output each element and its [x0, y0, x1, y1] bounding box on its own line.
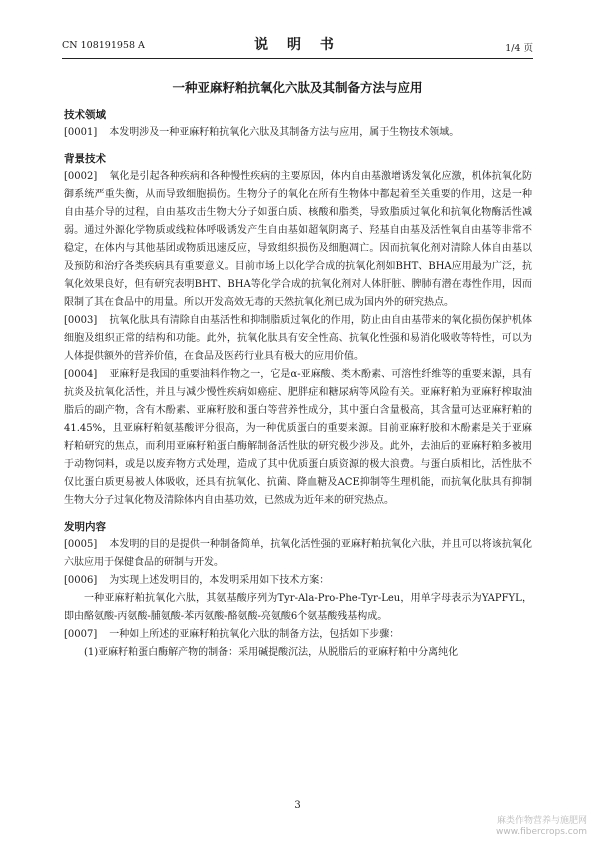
- paragraph-text: 本发明的目的是提供一种制备简单，抗氧化活性强的亚麻籽粕抗氧化六肽，并且可以将该抗氧化六肽应用于保健食品的研制与开发。: [64, 539, 532, 568]
- paragraph-number: [0007]: [64, 629, 98, 640]
- paragraph-text: 亚麻籽是我国的重要油料作物之一，它是α-亚麻酸、类木酚素、可溶性纤维等的重要来源，具有抗炎及抗氧化活性，并且与减少慢性疾病如癌症、肥胖症和糖尿病等风险有关。亚麻籽粕为亚麻籽榨取油脂后的副产物，含有木酚素、亚麻籽胶和蛋白等营养性成分，其中蛋白含量极高，其含量可达亚麻籽粕的41.45%，且亚麻籽粕氨基酸评分很高，为一种优质蛋白的重要来源。目前亚麻籽胶和木酚素是关于亚麻籽粕研究的焦点，而利用亚麻籽粕蛋白酶解制备活性肽的研究极少涉及。此外，去油后的亚麻籽粕多被用于动物饲料，或是以废弃物方式处理，造成了其中优质蛋白质资源的极大浪费。与蛋白质相比，活性肽不仅比蛋白质更易被人体吸收，还具有抗氧化、抗菌、降血糖及ACE抑制等生理机能，而抗氧化肽具有抑制生物大分子过氧化物及清除体内自由基功效，已然成为近年来的研究热点。: [64, 369, 532, 506]
- paragraph-text: 一种如上所述的亚麻籽粕抗氧化六肽的制备方法，包括如下步骤：: [109, 629, 400, 640]
- document-body: [64, 106, 532, 662]
- paragraph-number: [0001]: [64, 127, 98, 138]
- section-heading-content: 发明内容: [64, 521, 106, 533]
- watermark-site-name: 麻类作物营养与施肥网: [496, 816, 587, 826]
- section-heading-background: 背景技术: [64, 153, 106, 165]
- paragraph-0006-continuation: 一种亚麻籽粕抗氧化六肽，其氨基酸序列为Tyr-Ala-Pro-Phe-Tyr-Leu，用单字母表示为YAPFYL，即由酪氨酸-丙氨酸-脯氨酸-苯丙氨酸-酪氨酸-亮氨酸6个氨基酸残基构成。: [64, 593, 532, 622]
- page-header: [62, 28, 533, 58]
- paragraph-number: [0004]: [64, 369, 98, 380]
- paragraph-0007-step-1: (1)亚麻籽粕蛋白酶解产物的制备：采用碱提酸沉法，从脱脂后的亚麻籽粕中分离纯化: [84, 647, 459, 658]
- paragraph-0002: [64, 168, 532, 312]
- paragraph-0005: [64, 536, 532, 572]
- paragraph-text: 抗氧化肽具有清除自由基活性和抑制脂质过氧化的作用，防止由自由基带来的氧化损伤保护机体细胞及组织正常的结构和功能。此外，抗氧化肽具有安全性高、抗氧化性强和易消化吸收等特性，可以为人体提供额外的营养价值，在食品及医药行业具有极大的应用价值。: [64, 315, 532, 362]
- section-heading-tech-field: 技术领域: [64, 109, 106, 121]
- paragraph-0004: [64, 366, 532, 510]
- document-title: 一种亚麻籽粕抗氧化六肽及其制备方法与应用: [172, 80, 423, 95]
- page-info: 1/4 页: [505, 43, 533, 54]
- document-type: 说 明 书: [254, 37, 341, 53]
- paragraph-number: [0003]: [64, 315, 98, 326]
- paragraph-number: [0002]: [64, 171, 98, 182]
- watermark-url: www.fibercrops.com: [496, 827, 587, 837]
- watermark: [496, 816, 587, 838]
- paragraph-0006: [64, 572, 532, 590]
- paragraph-0007: [64, 626, 532, 644]
- paragraph-number: [0006]: [64, 575, 98, 586]
- paragraph-0003: [64, 312, 532, 366]
- paragraph-text: 本发明涉及一种亚麻籽粕抗氧化六肽及其制备方法与应用，属于生物技术领域。: [109, 127, 460, 138]
- paragraph-number: [0005]: [64, 539, 98, 550]
- page-number: 3: [294, 800, 301, 811]
- paragraph-0001: [64, 124, 532, 142]
- paragraph-text: 氧化是引起各种疾病和各种慢性疾病的主要原因，体内自由基激增诱发氧化应激，机体抗氧化防御系统严重失衡，从而导致细胞损伤。生物分子的氧化在所有生物体中都起着至关重要的作用，这是一种自由基介导的过程，自由基攻击生物大分子如蛋白质、核酸和脂类，导致脂质过氧化和抗氧化物酶活性减弱。通过外源化学物质或线粒体呼吸诱发产生自由基如超氧阴离子、羟基自由基及活性氧自由基等非常不稳定，在体内与其他基团或物质迅速反应，导致组织损伤及细胞凋亡。因而抗氧化剂对清除人体自由基以及预防和治疗各类疾病具有重要意义。目前市场上以化学合成的抗氧化剂如BHT、BHA应用最为广泛，抗氧化效果良好，但有研究表明BHT、BHA等化学合成的抗氧化剂对人体肝脏、脾肺有潜在毒性作用，因而限制了其在食品中的用量。所以开发高效无毒的天然抗氧化剂已成为国内外的研究热点。: [64, 171, 532, 308]
- patent-number: CN 108191958 A: [62, 40, 145, 51]
- paragraph-text: 为实现上述发明目的，本发明采用如下技术方案：: [109, 575, 330, 586]
- header-divider: [62, 58, 533, 59]
